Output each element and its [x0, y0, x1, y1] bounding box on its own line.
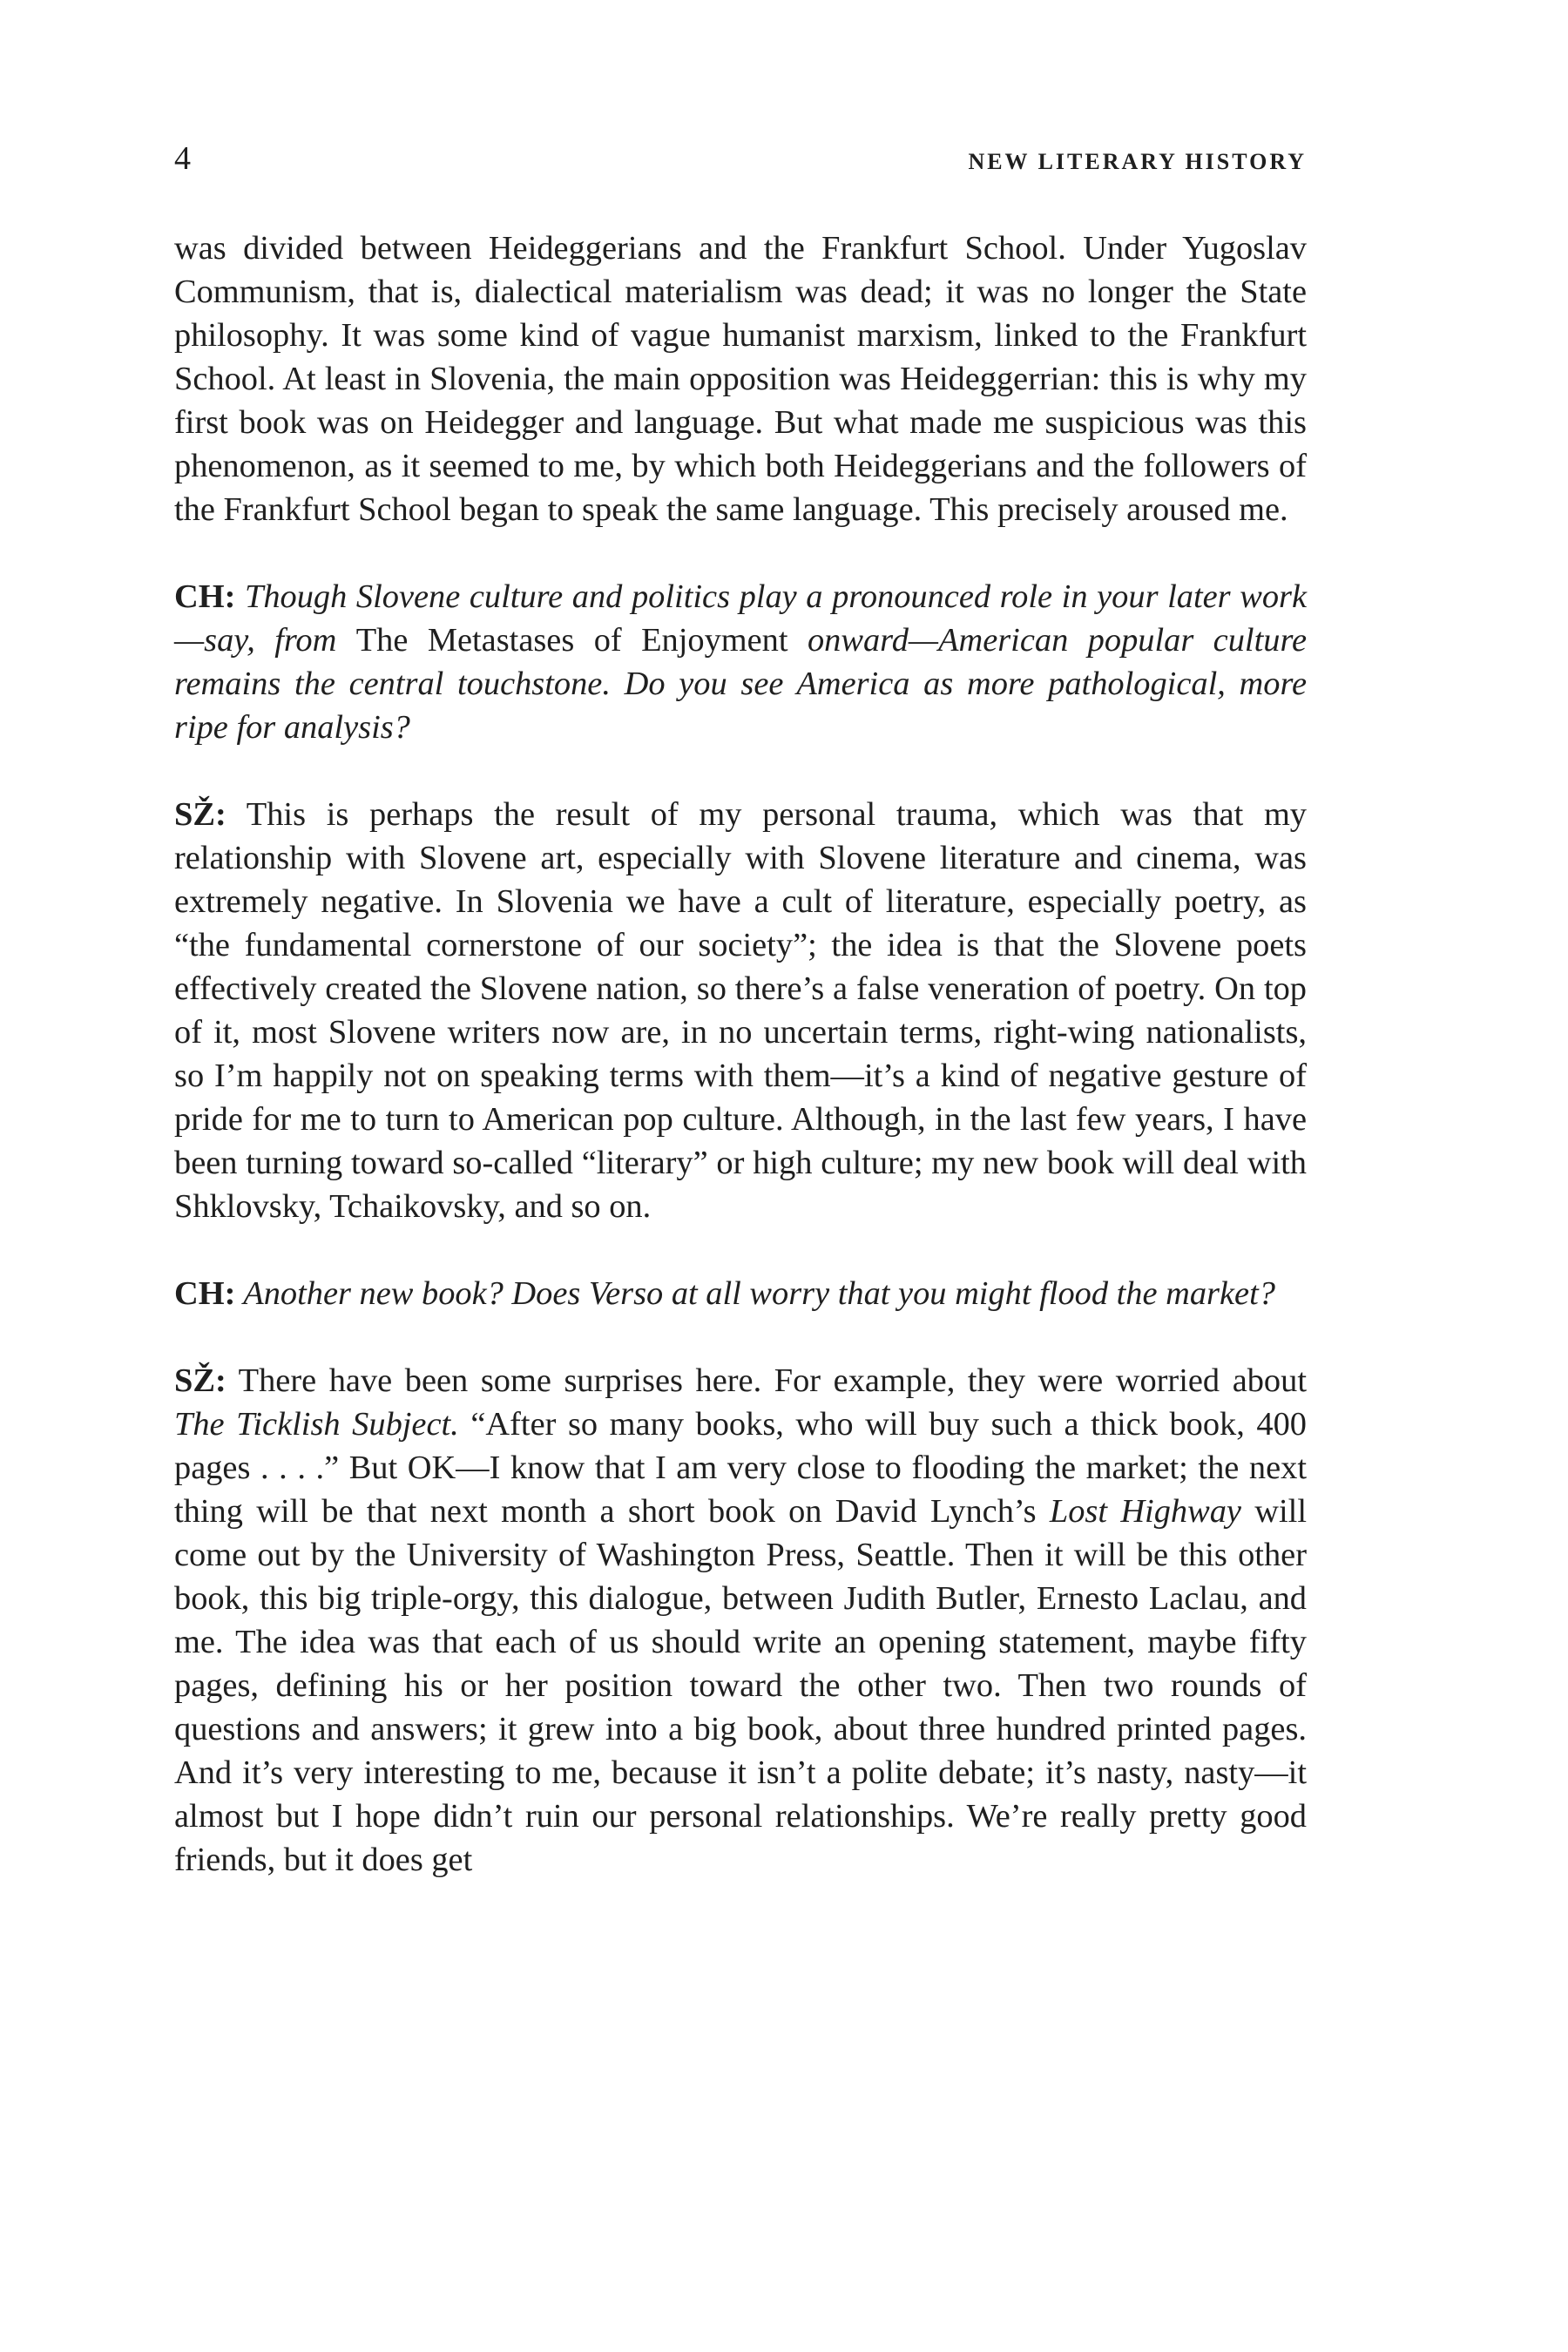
answer-text: “After so many books, who will buy such a thick book, 400 pages . . . .” But OK—I know that I am very close to flooding the market; the next thing will be that next month a short book on David Lynch’s	[174, 1406, 1307, 1530]
question-text: Another new book? Does Verso at all worry that you might flood the market?	[243, 1275, 1275, 1312]
speaker-label: SŽ:	[174, 1362, 226, 1399]
question-text: onward—American popular culture remains the central touchstone. Do you see America as more pathological, more ripe for analysis?	[174, 622, 1307, 746]
book-title: The Metastases of Enjoyment	[355, 622, 788, 659]
interviewer-question	[174, 575, 1307, 749]
interviewee-answer	[174, 1359, 1307, 1882]
page-number: 4	[174, 140, 191, 177]
speaker-label: CH:	[174, 1275, 236, 1312]
book-title: The Ticklish Subject.	[174, 1406, 459, 1443]
interviewee-answer	[174, 793, 1307, 1228]
answer-text: will come out by the University of Washington Press, Seattle. Then it will be this other book, this big triple-orgy, this dialogue, between Judith Butler, Ernesto Laclau, and me. The idea was that each of us should write an opening statement, maybe fifty pages, defining his or her position toward the other two. Then two rounds of questions and answers; it grew into a big book, about three hundred printed pages. And it’s very interesting to me, because it isn’t a polite debate; it’s nasty, nasty—it almost but I hope didn’t ruin our personal relationships. We’re really pretty good friends, but it does get	[174, 1493, 1307, 1878]
question-text: Though Slovene culture and politics play a pronounced role in your later work—say, from	[174, 578, 1307, 659]
interviewer-question	[174, 1272, 1307, 1315]
paragraph-text: was divided between Heideggerians and the Frankfurt School. Under Yugoslav Communism, that is, dialectical materialism was dead; it was no longer the State philosophy. It was some kind of vague humanist marxism, linked to the Frankfurt School. At least in Slovenia, the main opposition was Heideggerrian: this is why my first book was on Heidegger and language. But what made me suspicious was this phenomenon, as it seemed to me, by which both Heideggerians and the followers of the Frankfurt School began to speak the same language. This precisely aroused me.	[174, 230, 1307, 528]
book-title: Lost Highway	[1049, 1493, 1241, 1530]
journal-title: NEW LITERARY HISTORY	[968, 149, 1307, 174]
speaker-label: SŽ:	[174, 796, 226, 833]
book-page	[174, 139, 1307, 1925]
speaker-label: CH:	[174, 578, 236, 615]
running-head	[174, 139, 1307, 192]
body-text	[174, 226, 1307, 1882]
answer-text: There have been some surprises here. For example, they were worried about	[238, 1362, 1307, 1399]
answer-text: This is perhaps the result of my personal trauma, which was that my relationship with Slovene art, especially with Slovene literature and cinema, was extremely negative. In Slovenia we have a cult of literature, especially poetry, as “the fundamental cornerstone of our society”; the idea is that the Slovene poets effectively created the Slovene nation, so there’s a false veneration of poetry. On top of it, most Slovene writers now are, in no uncertain terms, right-wing nationalists, so I’m happily not on speaking terms with them—it’s a kind of negative gesture of pride for me to turn to American pop culture. Although, in the last few years, I have been turning toward so-called “literary” or high culture; my new book will deal with Shklovsky, Tchaikovsky, and so on.	[174, 796, 1308, 1225]
paragraph-continuation	[174, 226, 1307, 531]
